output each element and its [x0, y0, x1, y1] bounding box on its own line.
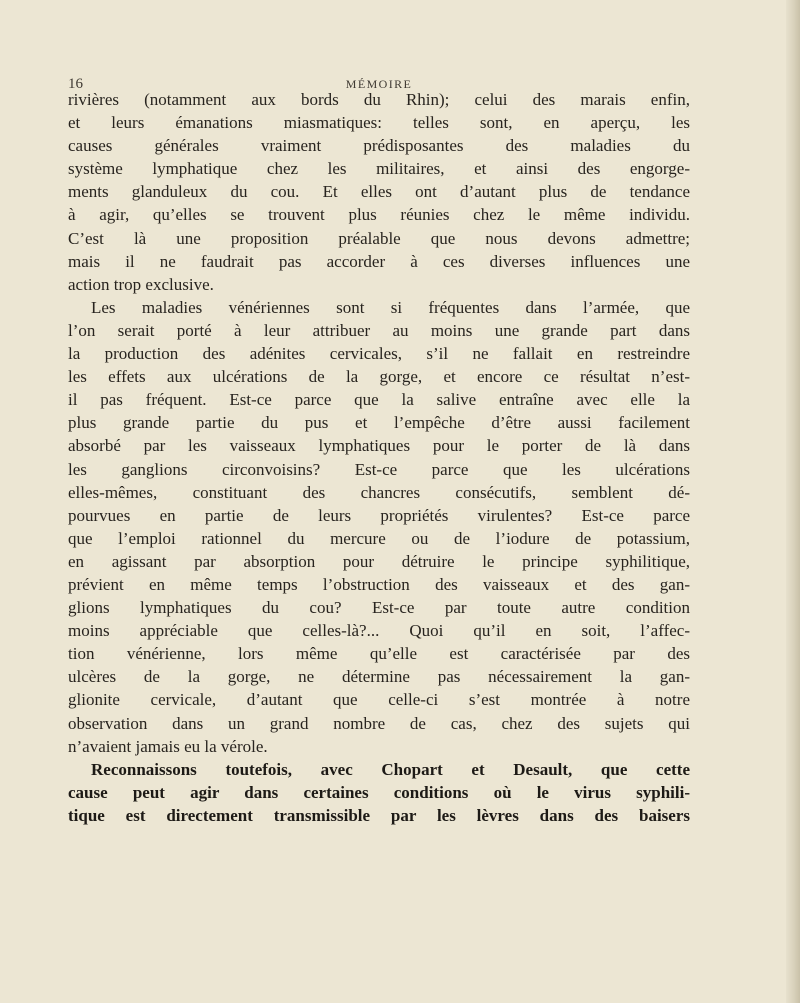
text-line: et leurs émanations miasmatiques: telles sont, en aperçu, les — [68, 113, 690, 133]
text-line: plus grande partie du pus et l’empêche d’être aussi facilement — [68, 413, 690, 433]
text-line: en agissant par absorption pour détruire le principe syphilitique, — [68, 551, 690, 571]
body-text — [68, 88, 690, 827]
paragraph-2 — [68, 296, 690, 758]
text-line: glionite cervicale, d’autant que celle-ci s’est montrée à notre — [68, 690, 690, 710]
text-line: ments glanduleux du cou. Et elles ont d’autant plus de tendance — [68, 182, 690, 202]
text-line: ulcères de la gorge, ne détermine pas nécessairement la gan- — [68, 667, 690, 687]
paragraph-3 — [68, 758, 690, 827]
text-line: n’avaient jamais eu la vérole. — [68, 736, 268, 756]
text-line: absorbé par les vaisseaux lymphatiques pour le porter de là dans — [68, 436, 690, 456]
text-line: l’on serait porté à leur attribuer au moins une grande part dans — [68, 320, 690, 340]
text-line: C’est là une proposition préalable que nous devons admettre; — [68, 228, 690, 248]
text-line: à agir, qu’elles se trouvent plus réunies chez le même individu. — [68, 205, 690, 225]
running-head: MÉMOIRE — [345, 77, 413, 91]
text-line: glions lymphatiques du cou? Est-ce par toute autre condition — [68, 598, 690, 618]
text-line: Les maladies vénériennes sont si fréquentes dans l’armée, que — [91, 297, 690, 317]
text-line: les effets aux ulcérations de la gorge, et encore ce résultat n’est- — [68, 367, 690, 387]
text-line: mais il ne faudrait pas accorder à ces diverses influences une — [68, 251, 690, 271]
text-line: elles-mêmes, constituant des chancres consécutifs, semblent dé- — [68, 482, 690, 502]
text-line: que l’emploi rationnel du mercure ou de l’iodure de potassium, — [68, 528, 690, 548]
text-line: les ganglions circonvoisins? Est-ce parce que les ulcérations — [68, 459, 690, 479]
page-edge — [786, 0, 800, 1003]
text-line: la production des adénites cervicales, s’il ne fallait en restreindre — [68, 344, 690, 364]
text-line: il pas fréquent. Est-ce parce que la salive entraîne avec elle la — [68, 390, 690, 410]
text-line: rivières (notamment aux bords du Rhin); celui des marais enfin, — [68, 90, 690, 109]
text-line: pourvues en partie de leurs propriétés virulentes? Est-ce parce — [68, 505, 690, 525]
text-line: tion vénérienne, lors même qu’elle est caractérisée par des — [68, 644, 690, 664]
text-line: cause peut agir dans certaines conditions où le virus syphili- — [68, 782, 690, 802]
paragraph-1 — [68, 88, 690, 296]
text-line: système lymphatique chez les militaires, et ainsi des engorge- — [68, 159, 690, 179]
page-number: 16 — [68, 76, 83, 92]
text-line: prévient en même temps l’obstruction des vaisseaux et des gan- — [68, 574, 690, 594]
text-line: tique est directement transmissible par les lèvres dans des baisers — [68, 805, 690, 825]
text-line: causes générales vraiment prédisposantes des maladies du — [68, 136, 690, 156]
text-line: Reconnaissons toutefois, avec Chopart et Desault, que cette — [91, 759, 690, 779]
text-line: moins appréciable que celles-là?... Quoi qu’il en soit, l’affec- — [68, 621, 690, 641]
text-line: observation dans un grand nombre de cas, chez des sujets qui — [68, 713, 690, 733]
text-line: action trop exclusive. — [68, 274, 214, 294]
